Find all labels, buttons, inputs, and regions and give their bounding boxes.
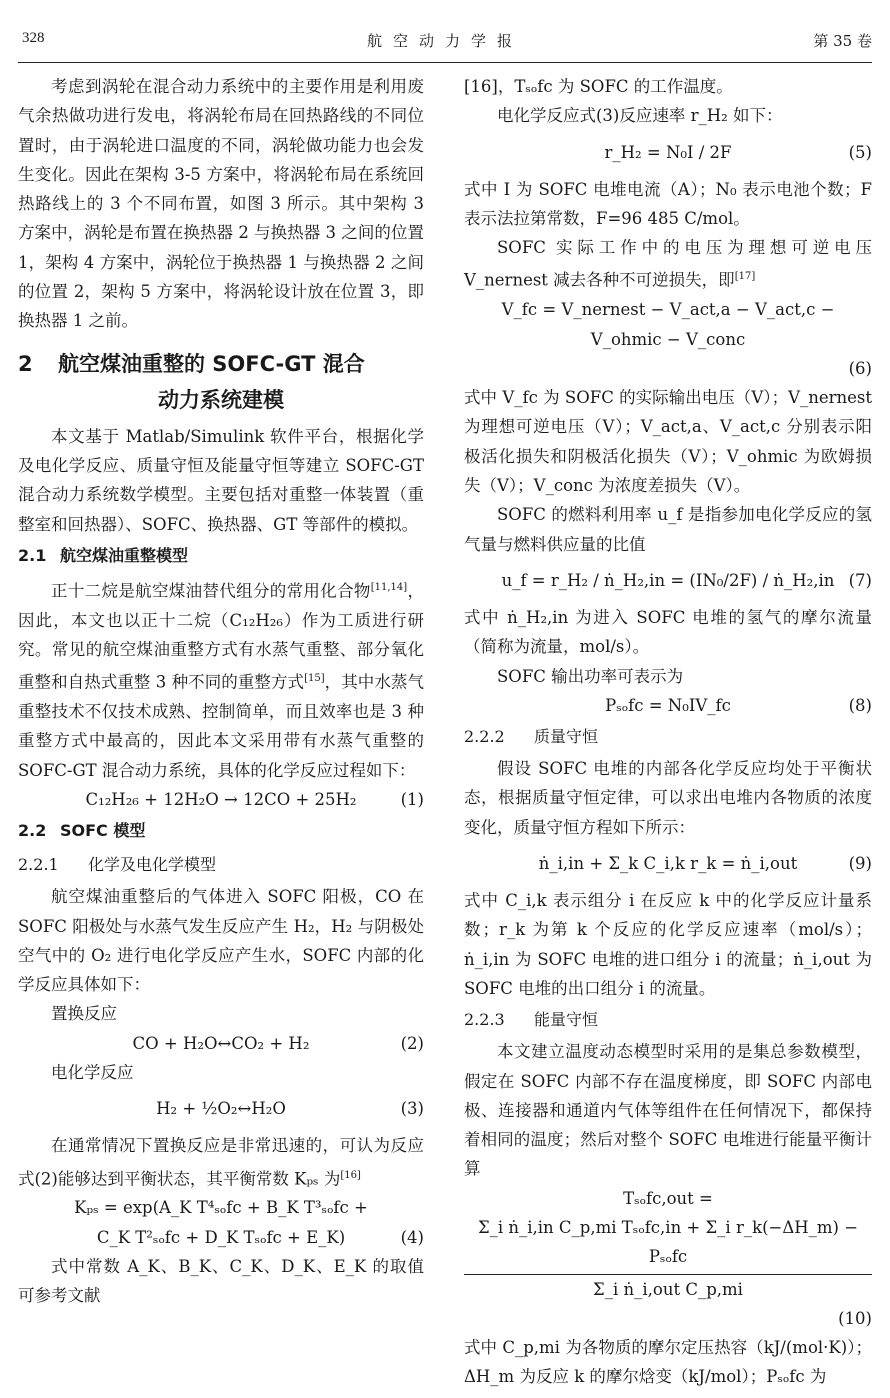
equation-3 (18, 1087, 424, 1131)
equation-4-line2 (18, 1223, 424, 1252)
equation-number: (3) (400, 1099, 424, 1119)
equation-7-description: 式中 ṅ_H₂,in 为进入 SOFC 电堆的氢气的摩尔流量（简称为流量，mol/s）。 (464, 607, 872, 657)
equation-body: ṅ_i,in + Σ_k C_i,k r_k = ṅ_i,out (538, 854, 798, 874)
shift-reaction-label: 置换反应 (51, 1004, 117, 1024)
left-tail-paragraph: 式中常数 A_K、B_K、C_K、D_K、E_K 的取值可参考文献 (18, 1257, 424, 1306)
subsection-title: SOFC 模型 (60, 821, 146, 841)
kps-paragraph (18, 1131, 424, 1193)
subsubsection-number: 2.2.2 (464, 727, 505, 747)
intro-paragraph: 考虑到涡轮在混合动力系统中的主要作用是利用废气余热做功进行发电，将涡轮布局在回热路线的不同位置时，由于涡轮进口温度的不同，涡轮做功能力也会发生变化。因此在架构 3-5 方案中，将涡轮布局在系统回热路线上的 3 个不同布置，如图 3 所示。其中架构 3 方案中，涡轮是布置在换热器 2 与换热器 3 之间的位置 1，架构 4 方案中，涡轮位于换热器 1 与换热器 2 之间的位置 2，架构 5 方案中，将涡轮设计放在位置 3，即换热器 1 之前。 (18, 77, 424, 331)
paragraph-text: ，因此，本文也以正十二烷（C₁₂H₂₆）作为工质进行研究。常见的航空煤油重整方式有水蒸气重整、部分氧化重整和自热式重整 3 种不同的重整方式 (18, 581, 424, 692)
equation-1 (18, 785, 424, 814)
equation-8 (464, 691, 872, 720)
subsubsection-2-2-2-heading (464, 720, 872, 754)
equation-body: CO + H₂O↔CO₂ + H₂ (132, 1033, 310, 1053)
equation-body: C_K T²ₛₒfc + D_K Tₛₒfc + E_K) (96, 1227, 346, 1247)
equation-body: Tₛₒfc,out = (623, 1188, 713, 1208)
volume-label: 第 35 卷 (813, 32, 872, 50)
power-paragraph: SOFC 输出功率可表示为 (497, 666, 684, 686)
subsection-2-2-1-paragraph: 航空煤油重整后的气体进入 SOFC 阳极，CO 在 SOFC 阳极处与水蒸气发生反应产生 H₂，H₂ 与阴极处空气中的 O₂ 进行电化学反应产生水，SOFC 内部的化学反应具体如下： (18, 887, 424, 995)
equation-body: V_fc = V_nernest − V_act,a − V_act,c − V_ohmic − V_conc (501, 300, 835, 349)
equation-6 (464, 295, 872, 354)
equation-4-line1 (18, 1193, 424, 1222)
fraction-denominator: Σ_i ṅ_i,out C_p,mi (593, 1279, 743, 1299)
paragraph-text: 正十二烷是航空煤油替代组分的常用化合物 (51, 581, 371, 601)
subsubsection-title: 质量守恒 (534, 727, 599, 747)
subsubsection-number: 2.2.1 (18, 855, 59, 875)
subsubsection-number: 2.2.3 (464, 1010, 505, 1030)
equation-body: Kₚₛ = exp(A_K T⁴ₛₒfc + B_K T³ₛₒfc + (74, 1198, 368, 1218)
subsection-number: 2.1 (18, 545, 47, 565)
paragraph-text: 在通常情况下置换反应是非常迅速的，可认为反应式(2)能够达到平衡状态，其平衡常数 Kₚₛ 为 (18, 1136, 424, 1189)
section-title-line1: 航空煤油重整的 SOFC-GT 混合 (58, 351, 365, 376)
section-2-paragraph: 本文基于 Matlab/Simulink 软件平台，根据化学及电化学反应、质量守恒及能量守恒等建立 SOFC-GT 混合动力系统数学模型。主要包括对重整一体装置（重整室和回热器）、SOFC、换热器、GT 等部件的模拟。 (18, 426, 424, 534)
equation-number: (6) (848, 358, 872, 378)
subsubsection-2-2-3-heading (464, 1003, 872, 1037)
subsection-2-1-heading (18, 539, 424, 573)
reference-line: [16]，Tₛₒfc 为 SOFC 的工作温度。 (464, 77, 733, 96)
paragraph-text: SOFC 实际工作中的电压为理想可逆电压 V_nernest 减去各种不可逆损失，即 (464, 238, 872, 290)
equation-number: (8) (848, 695, 872, 715)
subsection-2-1-paragraph (18, 573, 424, 785)
section-2-heading (18, 346, 424, 418)
equation-9 (464, 842, 872, 886)
right-tail-paragraph: 式中 C_p,mi 为各物质的摩尔定压热容（kJ/(mol·K)）；ΔH_m 为反应 k 的摩尔焓变（kJ/mol）；Pₛₒfc 为 (464, 1338, 872, 1387)
citation: [11,14] (370, 581, 408, 593)
equation-body: r_H₂ = N₀I / 2F (604, 142, 732, 162)
citation: [15] (304, 673, 325, 685)
journal-title: 航空动力学报 (366, 32, 523, 50)
left-column (18, 72, 424, 1311)
equation-10-number-line (464, 1304, 872, 1333)
equation-7 (464, 559, 872, 603)
page-header (18, 26, 872, 56)
citation: [17] (734, 271, 756, 283)
equation-number: (7) (848, 570, 872, 590)
equation-6-number-line (464, 354, 872, 383)
equation-number: (4) (400, 1227, 424, 1247)
voltage-paragraph (464, 233, 872, 295)
equation-number: (2) (400, 1033, 424, 1053)
paragraph-text: ，其中水蒸气重整技术不仅技术成熟、控制简单，而且效率也是 3 种重整方式中最高的，因此本文采用带有水蒸气重整的 SOFC-GT 混合动力系统，具体的化学反应过程如下： (18, 672, 424, 780)
equation-6-description: 式中 V_fc 为 SOFC 的实际输出电压（V）；V_nernest 为理想可逆电压（V）；V_act,a、V_act,c 分别表示阳极活化损失和阴极活化损失（V）；V_ohmic 为欧姆损失（V）；V_conc 为浓度差损失（V）。 (464, 388, 872, 496)
fuel-utilization-paragraph: SOFC 的燃料利用率 u_f 是指参加电化学反应的氢气量与燃料供应量的比值 (464, 505, 872, 554)
page-number: 328 (22, 30, 45, 46)
equation-body: Pₛₒfc = N₀IV_fc (605, 695, 731, 715)
subsubsection-2-2-1-heading (18, 848, 424, 882)
subsection-number: 2.2 (18, 821, 47, 841)
equation-body: u_f = r_H₂ / ṅ_H₂,in = (IN₀/2F) / ṅ_H₂,in (501, 570, 835, 590)
equation-2 (18, 1029, 424, 1058)
equation-5 (464, 131, 872, 175)
equation-10-line1 (464, 1184, 872, 1213)
equation-number: (9) (848, 854, 872, 874)
rate-paragraph: 电化学反应式(3)反应速率 r_H₂ 如下： (497, 106, 783, 126)
subsubsection-title: 化学及电化学模型 (88, 855, 217, 875)
equation-number: (10) (838, 1308, 872, 1328)
equation-5-description: 式中 I 为 SOFC 电堆电流（A）；N₀ 表示电池个数；F 表示法拉第常数，F=96 485 C/mol。 (464, 179, 872, 228)
equation-body: H₂ + ½O₂↔H₂O (156, 1099, 286, 1119)
equation-number: (1) (400, 789, 424, 809)
section-number: 2 (18, 351, 33, 376)
energy-conservation-paragraph: 本文建立温度动态模型时采用的是集总参数模型，假定在 SOFC 内部不存在温度梯度，即 SOFC 内部电极、连接器和通道内气体等组件在任何情况下，都保持着相同的温度；然后对整个 SOFC 电堆进行能量平衡计算 (464, 1042, 872, 1179)
subsection-2-2-heading (18, 814, 424, 848)
subsection-title: 航空煤油重整模型 (60, 545, 189, 565)
equation-number: (5) (848, 142, 872, 162)
electrochem-reaction-label: 电化学反应 (51, 1063, 134, 1083)
equation-body: C₁₂H₂₆ + 12H₂O → 12CO + 25H₂ (85, 789, 357, 809)
header-rule (18, 62, 872, 63)
mass-conservation-paragraph: 假设 SOFC 电堆的内部各化学反应均处于平衡状态，根据质量守恒定律，可以求出电堆内各物质的浓度变化，质量守恒方程如下所示： (464, 759, 872, 837)
subsubsection-title: 能量守恒 (534, 1010, 599, 1030)
right-column (464, 72, 872, 1392)
equation-10-fraction (464, 1213, 872, 1304)
fraction-numerator: Σ_i ṅ_i,in C_p,mi Tₛₒfc,in + Σ_i r_k(−ΔH_m) − Pₛₒfc (464, 1213, 872, 1275)
citation: [16] (340, 1169, 361, 1181)
equation-9-description: 式中 C_i,k 表示组分 i 在反应 k 中的化学反应计量系数；r_k 为第 k 个反应的化学反应速率（mol/s）；ṅ_i,in 为 SOFC 电堆的进口组分 i 的流量；ṅ_i,out 为 SOFC 电堆的出口组分 i 的流量。 (464, 891, 872, 998)
section-title-line2: 动力系统建模 (158, 387, 284, 412)
